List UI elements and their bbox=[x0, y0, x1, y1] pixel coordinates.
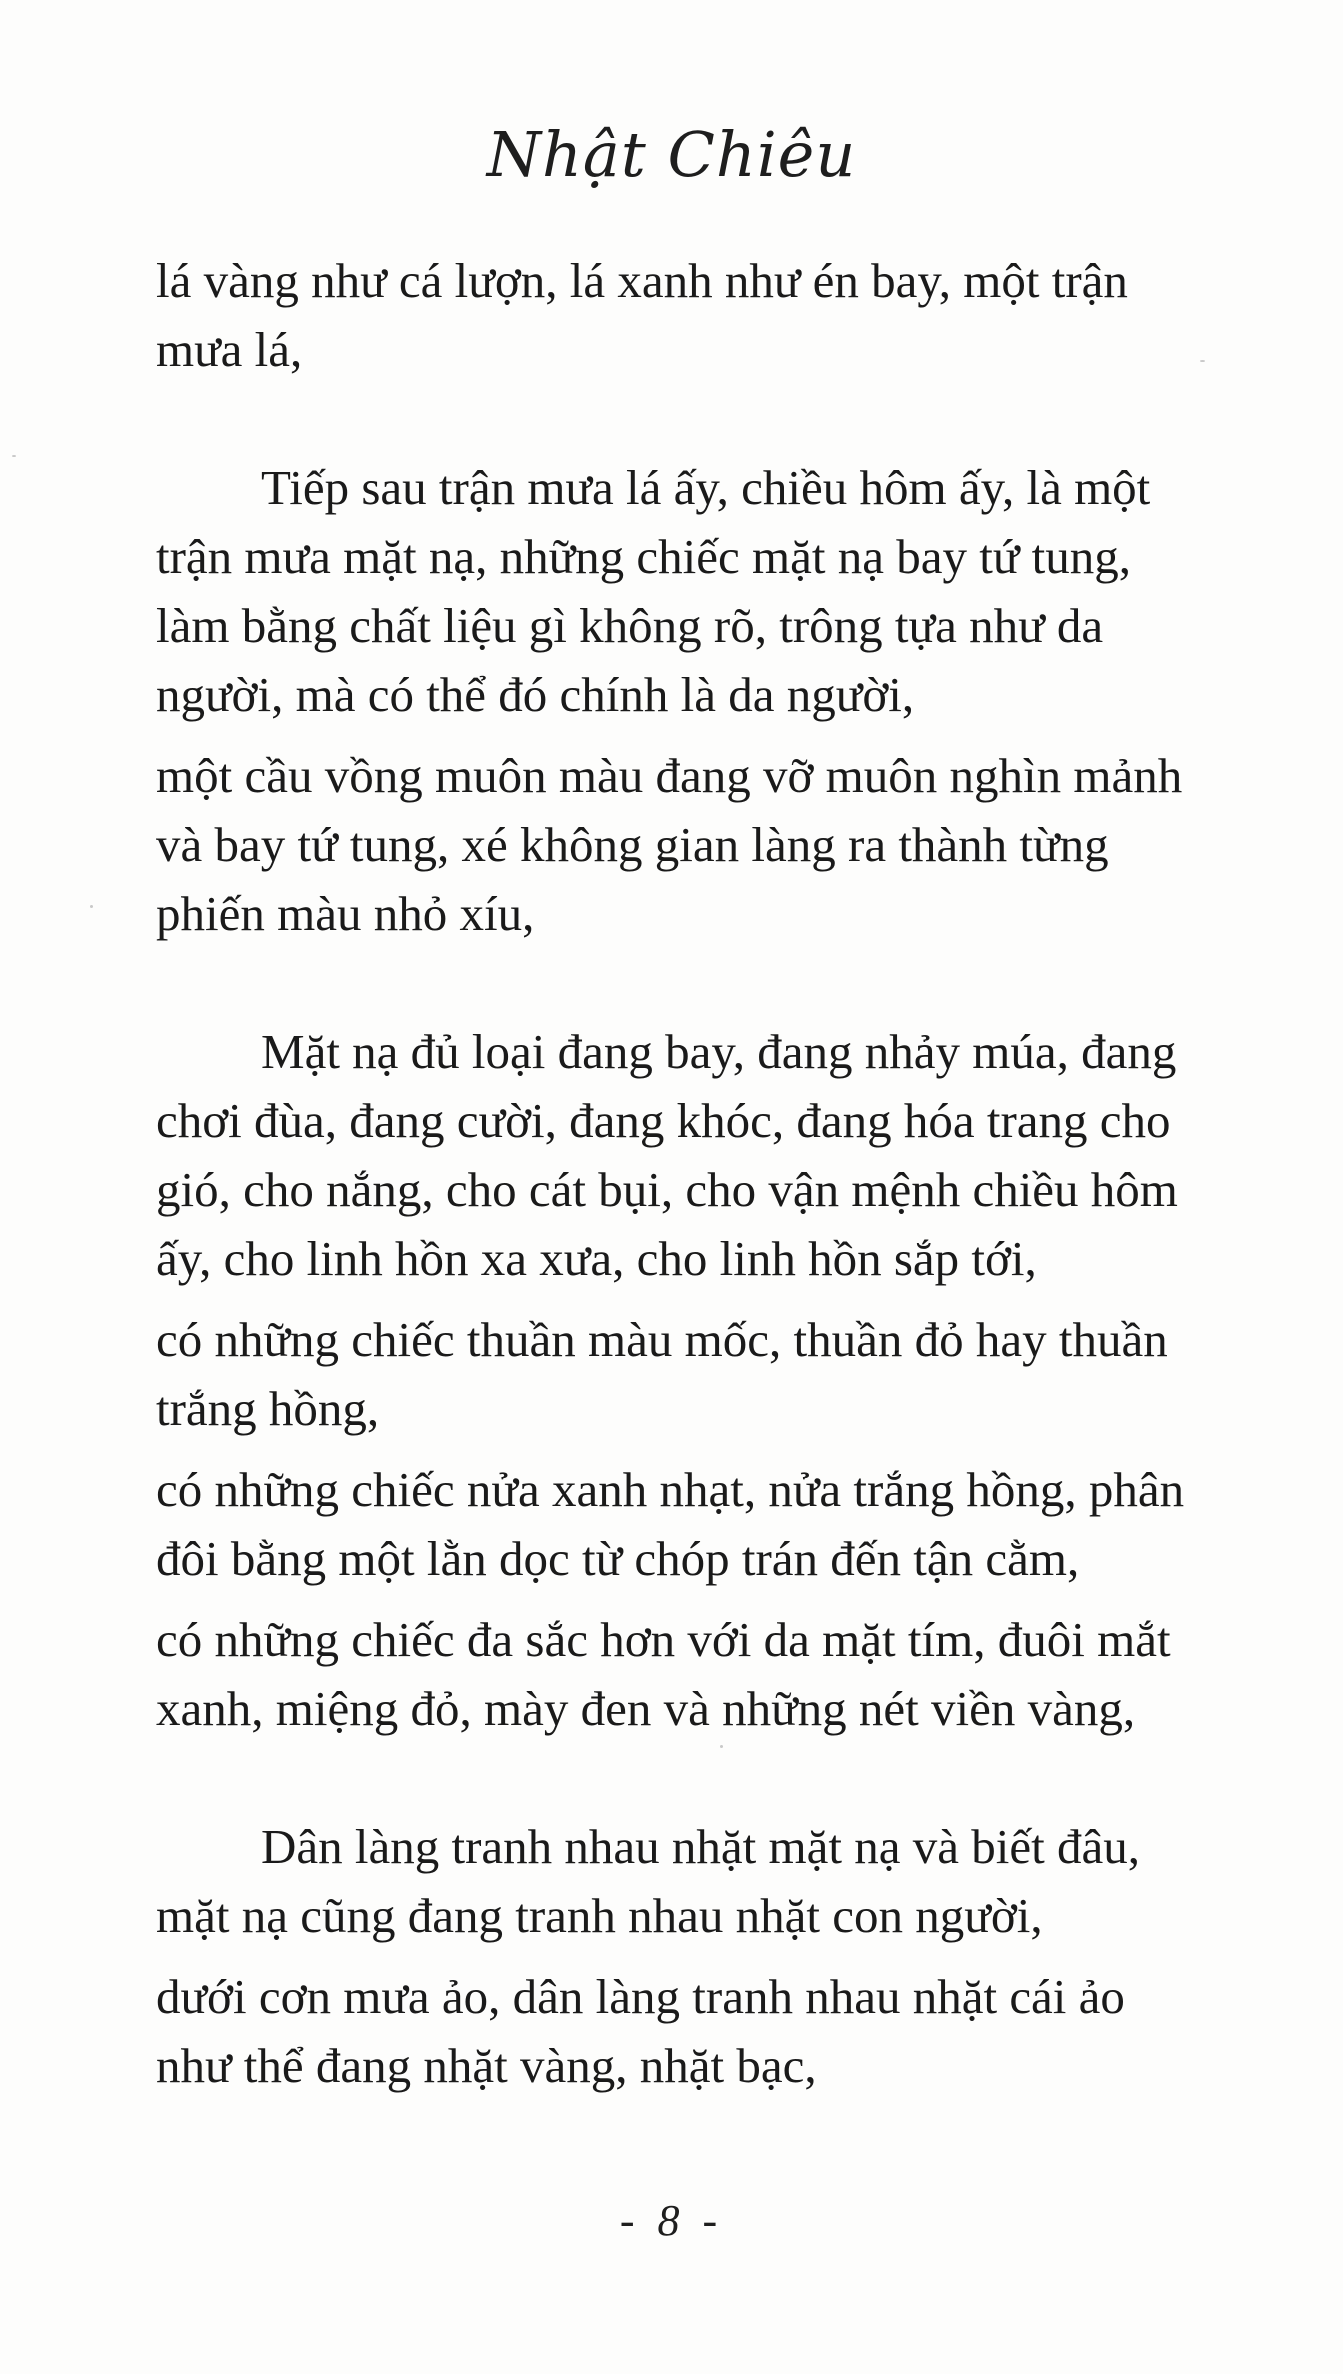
paper-speck bbox=[90, 905, 93, 908]
paragraph bbox=[156, 246, 1216, 384]
text-line: xanh, miệng đỏ, mày đen và những nét viền vàng, bbox=[156, 1681, 1136, 1736]
text-line: làm bằng chất liệu gì không rõ, trông tựa như da bbox=[156, 598, 1104, 653]
paragraph bbox=[156, 1812, 1216, 1950]
text-line: đôi bằng một lằn dọc từ chóp trán đến tận cằm, bbox=[156, 1531, 1080, 1586]
paragraph bbox=[156, 1455, 1216, 1593]
text-line: và bay tứ tung, xé không gian làng ra thành từng bbox=[156, 817, 1109, 872]
text-line: mưa lá, bbox=[156, 322, 303, 377]
text-line: chơi đùa, đang cười, đang khóc, đang hóa trang cho bbox=[156, 1093, 1171, 1148]
running-header-author: Nhật Chiêu bbox=[486, 118, 857, 191]
text-line: Tiếp sau trận mưa lá ấy, chiều hôm ấy, là một bbox=[261, 460, 1151, 515]
paragraph bbox=[156, 1605, 1216, 1743]
text-line: trắng hồng, bbox=[156, 1381, 380, 1436]
text-line: người, mà có thể đó chính là da người, bbox=[156, 667, 915, 722]
text-line: dưới cơn mưa ảo, dân làng tranh nhau nhặt cái ảo bbox=[156, 1969, 1125, 2024]
paper-speck bbox=[1200, 360, 1205, 362]
paper-speck bbox=[720, 1745, 723, 1748]
paragraph bbox=[156, 741, 1216, 948]
text-line: gió, cho nắng, cho cát bụi, cho vận mệnh chiều hôm bbox=[156, 1162, 1178, 1217]
paper-speck bbox=[12, 455, 16, 457]
paragraph bbox=[156, 1305, 1216, 1443]
paragraph bbox=[156, 1962, 1216, 2100]
text-line: một cầu vồng muôn màu đang vỡ muôn nghìn mảnh bbox=[156, 748, 1183, 803]
text-line: lá vàng như cá lượn, lá xanh như én bay, một trận bbox=[156, 253, 1128, 308]
text-line: như thể đang nhặt vàng, nhặt bạc, bbox=[156, 2038, 817, 2093]
text-line: phiến màu nhỏ xíu, bbox=[156, 886, 535, 941]
page-number: - 8 - bbox=[619, 2196, 724, 2245]
text-line: Mặt nạ đủ loại đang bay, đang nhảy múa, đang bbox=[261, 1024, 1177, 1079]
text-line: có những chiếc đa sắc hơn với da mặt tím, đuôi mắt bbox=[156, 1612, 1171, 1667]
text-line: có những chiếc nửa xanh nhạt, nửa trắng hồng, phân bbox=[156, 1462, 1185, 1517]
paragraph bbox=[156, 453, 1216, 729]
text-line: có những chiếc thuần màu mốc, thuần đỏ hay thuần bbox=[156, 1312, 1168, 1367]
text-line: mặt nạ cũng đang tranh nhau nhặt con người, bbox=[156, 1888, 1043, 1943]
text-line: ấy, cho linh hồn xa xưa, cho linh hồn sắp tới, bbox=[156, 1231, 1037, 1286]
text-line: Dân làng tranh nhau nhặt mặt nạ và biết đâu, bbox=[261, 1819, 1140, 1874]
body-text bbox=[156, 246, 1216, 2100]
paragraph bbox=[156, 1017, 1216, 1293]
text-line: trận mưa mặt nạ, những chiếc mặt nạ bay tứ tung, bbox=[156, 529, 1131, 584]
